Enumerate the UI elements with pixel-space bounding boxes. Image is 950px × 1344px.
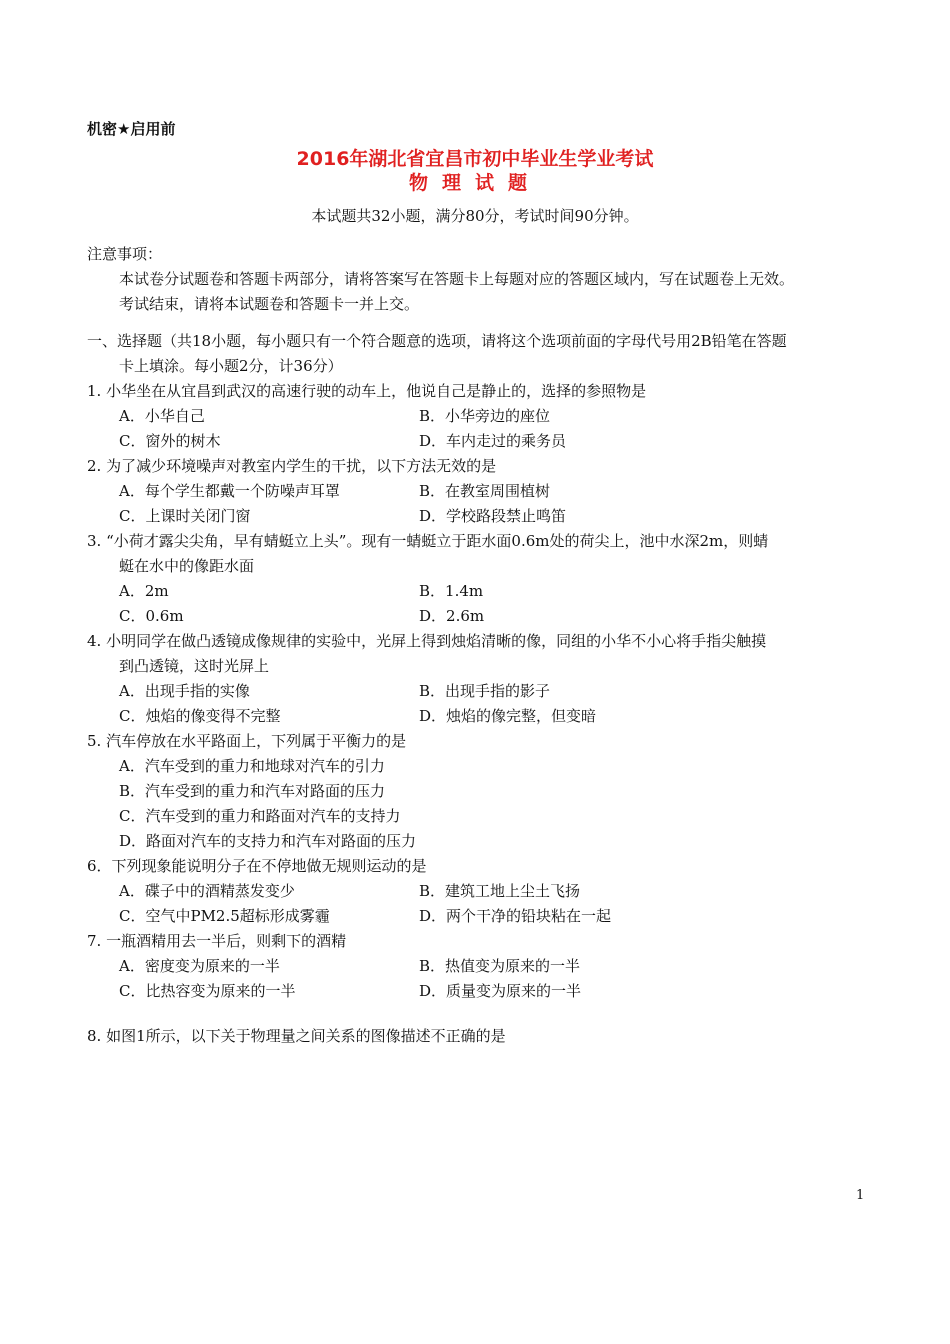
option-c: C．空气中PM2.5超标形成雾霾 [119, 907, 330, 925]
option-d: D．2.6m [419, 607, 485, 625]
option-c: C．0.6m [119, 607, 184, 625]
option-a: A．2m [119, 582, 169, 600]
question-stem: 4. 小明同学在做凸透镜成像规律的实验中，光屏上得到烛焰清晰的像，同组的小华不小心将手指尖触摸 [87, 632, 767, 650]
question-stem-cont: 蜓在水中的像距水面 [119, 557, 255, 575]
question-stem: 2. 为了减少环境噪声对教室内学生的干扰，以下方法无效的是 [87, 457, 497, 475]
option-a: A．出现手指的实像 [119, 682, 250, 700]
question-stem: 3. “小荷才露尖尖角，早有蜻蜓立上头”。现有一蜻蜓立于距水面0.6m处的荷尖上，池中水深2m，则蜻 [87, 532, 769, 550]
option-b: B．汽车受到的重力和汽车对路面的压力 [119, 782, 386, 800]
question-stem: 7. 一瓶酒精用去一半后，则剩下的酒精 [87, 932, 347, 950]
option-b: B．热值变为原来的一半 [419, 957, 581, 975]
option-a: A．碟子中的酒精蒸发变少 [119, 882, 295, 900]
notes-line: 考试结束，请将本试题卷和答题卡一并上交。 [119, 295, 420, 313]
option-a: A．汽车受到的重力和地球对汽车的引力 [119, 757, 385, 775]
option-c: C．上课时关闭门窗 [119, 507, 251, 525]
option-a: A．每个学生都戴一个防噪声耳罩 [119, 482, 340, 500]
confidential-label: 机密★启用前 [87, 120, 176, 138]
option-d: D．质量变为原来的一半 [419, 982, 582, 1000]
option-c: C．比热容变为原来的一半 [119, 982, 296, 1000]
section-heading: 一、选择题（共18小题，每小题只有一个符合题意的选项，请将这个选项前面的字母代号用2B铅笔在答题 [87, 332, 787, 350]
option-d: D．车内走过的乘务员 [419, 432, 567, 450]
option-c: C．烛焰的像变得不完整 [119, 707, 281, 725]
option-d: D．路面对汽车的支持力和汽车对路面的压力 [119, 832, 417, 850]
question-stem: 1. 小华坐在从宜昌到武汉的高速行驶的动车上，他说自己是静止的，选择的参照物是 [87, 382, 647, 400]
option-d: D．烛焰的像完整，但变暗 [419, 707, 597, 725]
section-heading-cont: 卡上填涂。每小题2分，计36分） [119, 357, 343, 375]
exam-title: 2016年湖北省宜昌市初中毕业生学业考试 [296, 148, 654, 170]
question-stem: 8. 如图1所示，以下关于物理量之间关系的图像描述不正确的是 [87, 1027, 506, 1045]
option-d: D．学校路段禁止鸣笛 [419, 507, 567, 525]
option-b: B．小华旁边的座位 [419, 407, 551, 425]
option-d: D．两个干净的铅块粘在一起 [419, 907, 612, 925]
subject-title: 物理试题 [408, 172, 541, 194]
option-c: C．汽车受到的重力和路面对汽车的支持力 [119, 807, 401, 825]
option-b: B．在教室周围植树 [419, 482, 551, 500]
option-b: B．出现手指的影子 [419, 682, 551, 700]
option-b: B．1.4m [419, 582, 484, 600]
option-c: C．窗外的树木 [119, 432, 221, 450]
question-stem: 5. 汽车停放在水平路面上，下列属于平衡力的是 [87, 732, 407, 750]
exam-info: 本试题共32小题，满分80分，考试时间90分钟。 [311, 207, 639, 225]
question-stem: 6．下列现象能说明分子在不停地做无规则运动的是 [87, 857, 427, 875]
notes-line: 本试卷分试题卷和答题卡两部分，请将答案写在答题卡上每题对应的答题区域内，写在试题卷上无效。 [119, 270, 795, 288]
option-a: A．小华自己 [119, 407, 205, 425]
notes-heading: 注意事项： [87, 245, 163, 263]
option-a: A．密度变为原来的一半 [119, 957, 280, 975]
question-stem-cont: 到凸透镜，这时光屏上 [119, 657, 270, 675]
page-number: 1 [856, 1188, 865, 1203]
option-b: B．建筑工地上尘土飞扬 [419, 882, 581, 900]
